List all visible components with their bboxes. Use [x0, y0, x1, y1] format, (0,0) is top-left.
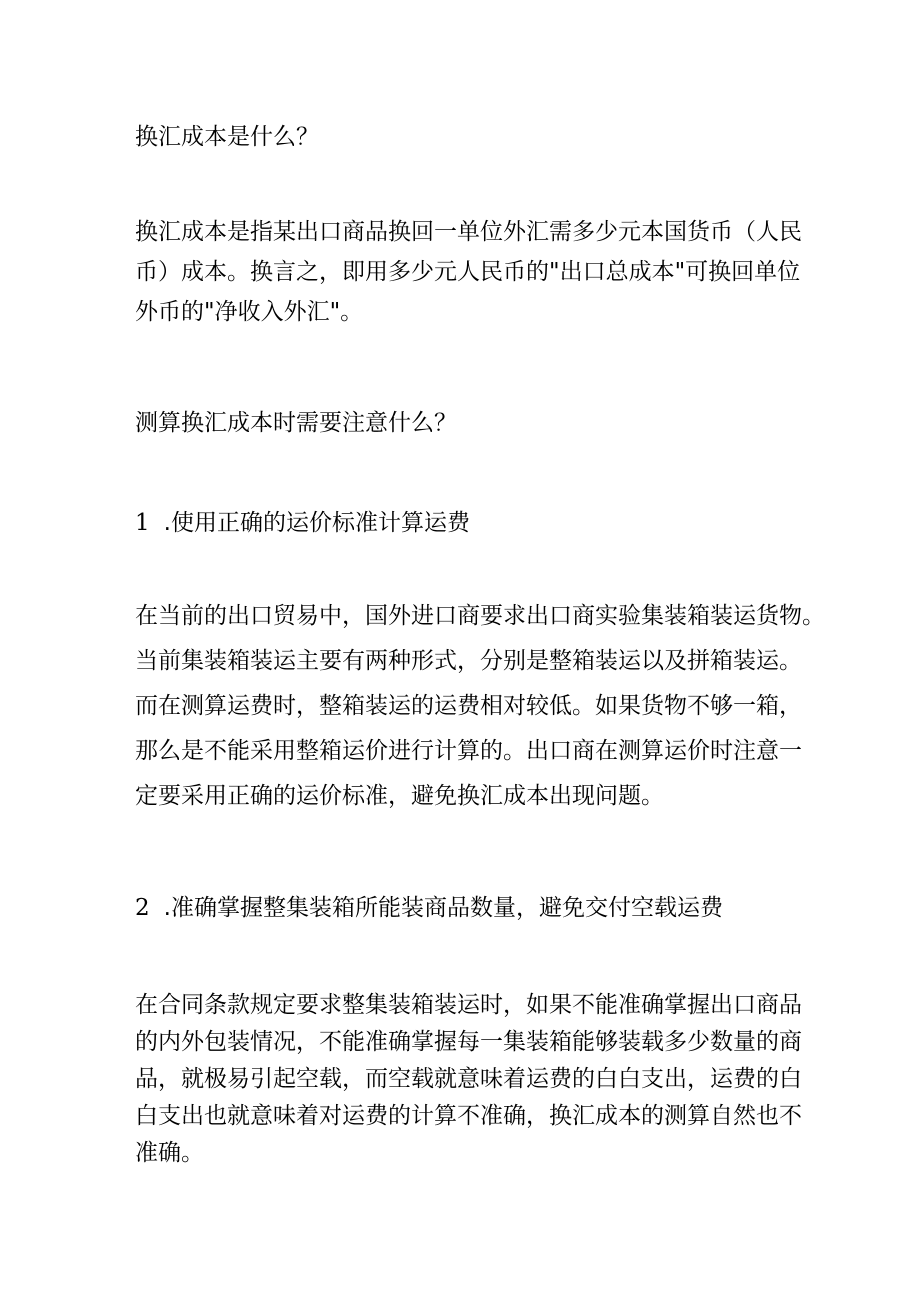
- paragraph-line: 币）成本。换言之，即用多少元人民币的"出口总成本"可换回单位: [135, 259, 801, 285]
- question-heading-1: 换汇成本是什么？: [135, 124, 319, 150]
- paragraph-line: 定要采用正确的运价标准，避免换汇成本出现问题。: [135, 783, 664, 809]
- question-heading-2: 测算换汇成本时需要注意什么？: [135, 410, 457, 436]
- paragraph-line: 而在测算运费时，整箱装运的运费相对较低。如果货物不够一箱，: [135, 693, 802, 719]
- paragraph-line: 那么是不能采用整箱运价进行计算的。出口商在测算运价时注意一: [135, 738, 802, 764]
- freight-rate-paragraph: [135, 594, 825, 819]
- section-number: 1: [135, 510, 150, 536]
- paragraph-line: 白支出也就意味着对运费的计算不准确，换汇成本的测算自然也不: [135, 1103, 802, 1129]
- paragraph-line: 准确。: [135, 1140, 204, 1166]
- section-title: .准确掌握整集装箱所能装商品数量，避免交付空载运费: [163, 895, 723, 921]
- paragraph-line: 在合同条款规定要求整集装箱装运时，如果不能准确掌握出口商品: [135, 992, 802, 1018]
- paragraph-line: 品，就极易引起空载，而空载就意味着运费的白白支出，运费的白: [135, 1066, 802, 1092]
- section-heading-2: [135, 889, 815, 922]
- container-capacity-paragraph: [135, 987, 815, 1172]
- paragraph-line: 外币的"净收入外汇"。: [135, 299, 364, 325]
- paragraph-line: 换汇成本是指某出口商品换回一单位外汇需多少元本国货币（人民: [135, 219, 802, 245]
- section-heading-1: [135, 504, 815, 537]
- section-title: .使用正确的运价标准计算运费: [163, 510, 470, 536]
- paragraph-line: 在当前的出口贸易中，国外进口商要求出口商实验集装箱装运货物。: [135, 603, 825, 629]
- paragraph-line: 当前集装箱装运主要有两种形式，分别是整箱装运以及拼箱装运。: [135, 648, 802, 674]
- definition-paragraph: [135, 212, 815, 332]
- section-number: 2: [135, 895, 150, 921]
- paragraph-line: 的内外包装情况，不能准确掌握每一集装箱能够装载多少数量的商: [135, 1029, 802, 1055]
